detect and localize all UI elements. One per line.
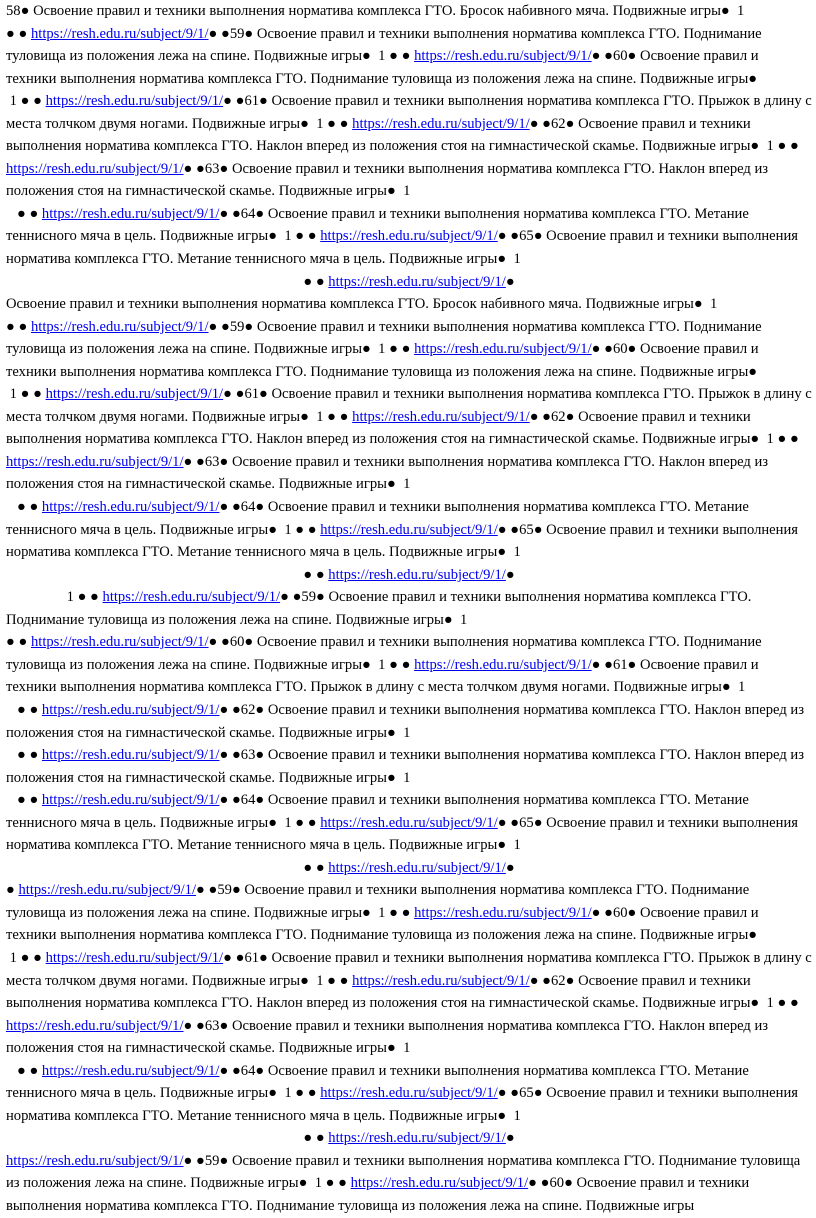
resh-link[interactable]: https://resh.edu.ru/subject/9/1/ [41,1062,220,1079]
resh-link[interactable]: https://resh.edu.ru/subject/9/1/ [6,1017,184,1034]
row-text: Освоение правил и техники выполнения норматива комплекса ГТО. Наклон вперед из положения стоя на гимнастической скамье. Подвижные игры [6,1017,769,1057]
row-text: Освоение правил и техники выполнения норматива комплекса ГТО. Прыжок в длину с места толчком двумя ногами. Подвижные игры [6,656,759,696]
row-text: Освоение правил и техники выполнения норматива комплекса ГТО. Наклон вперед из положения стоя на гимнастической скамье. Подвижные игры [6,453,769,493]
row-text: Освоение правил и техники выполнения норматива комплекса ГТО. Метание теннисного мяча в цель. Подвижные игры [6,1085,798,1124]
row-text: Освоение правил и техники выполнения норматива комплекса ГТО. Метание теннисного мяча в цель. Подвижные игры [6,1062,749,1102]
row-text: Освоение правил и техники выполнения норматива комплекса ГТО. Метание теннисного мяча в цель. Подвижные игры [6,521,798,561]
resh-link[interactable]: https://resh.edu.ru/subject/9/1/ [328,273,506,290]
row-text: Освоение правил и техники выполнения норматива комплекса ГТО. Поднимание туловища из положения лежа на спине. Подвижные игры [6,1175,750,1214]
resh-link[interactable]: https://resh.edu.ru/subject/9/1/ [41,205,220,222]
resh-link[interactable]: https://resh.edu.ru/subject/9/1/ [6,1152,184,1169]
row-text: Освоение правил и техники выполнения норматива комплекса ГТО. Метание теннисного мяча в цель. Подвижные игры [6,499,749,538]
paragraph-2: Освоение правил и техники выполнения норматива комплекса ГТО. Бросок набивного мяча. Подвижные игры● 1 ● ● https://resh.edu.ru/subject/9/1/● ●59● Освоение правил и техники выполнения норматива комплекса ГТО. Поднимание туловища из положения лежа на спине. Подвижные игры● 1 ● ● https://resh.edu.ru/subject/9/1/● ●60● Освоение правил и техники выполнения норматива комплекса ГТО. Поднимание туловища из положения лежа на спине. Подвижные игры● 1 ● ● https://resh.edu.ru/subject/9/1/● ●61● Освоение правил и техники выполнения норматива комплекса ГТО. Прыжок в длину с места толчком двумя ногами. Подвижные игры● 1 ● ● https://resh.edu.ru/subject/9/1/● ●62● Освоение правил и техники выполнения норматива комплекса ГТО. Наклон вперед из положения стоя на гимнастической скамье. Подвижные игры● 1 ● ● https://resh.edu.ru/subject/9/1/● ●63● Освоение правил и техники выполнения норматива комплекса ГТО. Наклон вперед из положения стоя на гимнастической скамье. Подвижные игры● 1 ● ● https://resh.edu.ru/subject/9/1/● ●64● Освоение правил и техники выполнения норматива комплекса ГТО. Метание теннисного мяча в цель. Подвижные игры● 1 ● ● https://resh.edu.ru/subject/9/1/● ●65● Освоение правил и техники выполнения норматива комплекса ГТО. Метание теннисного мяча в цель. Подвижные игры● 1 ● ● https://resh.edu.ru/subject/9/1/● [6,296,812,583]
resh-link[interactable]: https://resh.edu.ru/subject/9/1/ [30,318,209,335]
resh-link[interactable]: https://resh.edu.ru/subject/9/1/ [320,1085,498,1102]
row-text: Освоение правил и техники выполнения норматива комплекса ГТО. Метание теннисного мяча в цель. Подвижные игры [6,792,749,831]
row-text: Освоение правил и техники выполнения норматива комплекса ГТО. Наклон вперед из положения стоя на гимнастической скамье. Подвижные игры [6,408,751,448]
resh-link[interactable]: https://resh.edu.ru/subject/9/1/ [350,1175,529,1192]
resh-link[interactable]: https://resh.edu.ru/subject/9/1/ [41,701,220,718]
row-text: Освоение правил и техники выполнения норматива комплекса ГТО. Метание теннисного мяча в цель. Подвижные игры [6,814,798,854]
resh-link[interactable]: https://resh.edu.ru/subject/9/1/ [18,882,197,899]
row-text: Освоение правил и техники выполнения норматива комплекса ГТО. Наклон вперед из положения стоя на гимнастической скамье. Подвижные игры [6,115,751,155]
row-text: Освоение правил и техники выполнения норматива комплекса ГТО. Поднимание туловища из положения лежа на спине. Подвижные игры [6,25,762,65]
paragraph-1: 58● Освоение правил и техники выполнения норматива комплекса ГТО. Бросок набивного мяча. Подвижные игры● 1 ● ● https://resh.edu.ru/subject/9/1/● ●59● Освоение правил и техники выполнения норматива комплекса ГТО. Поднимание туловища из положения лежа на спине. Подвижные игры● 1 ● ● https://resh.edu.ru/subject/9/1/● ●60● Освоение правил и техники выполнения норматива комплекса ГТО. Поднимание туловища из положения лежа на спине. Подвижные игры● 1 ● ● https://resh.edu.ru/subject/9/1/● ●61● Освоение правил и техники выполнения норматива комплекса ГТО. Прыжок в длину с места толчком двумя ногами. Подвижные игры● 1 ● ● https://resh.edu.ru/subject/9/1/● ●62● Освоение правил и техники выполнения норматива комплекса ГТО. Наклон вперед из положения стоя на гимнастической скамье. Подвижные игры● 1 ● ● https://resh.edu.ru/subject/9/1/● ●63● Освоение правил и техники выполнения норматива комплекса ГТО. Наклон вперед из положения стоя на гимнастической скамье. Подвижные игры● 1 ● ● https://resh.edu.ru/subject/9/1/● ●64● Освоение правил и техники выполнения норматива комплекса ГТО. Метание теннисного мяча в цель. Подвижные игры● 1 ● ● https://resh.edu.ru/subject/9/1/● ●65● Освоение правил и техники выполнения норматива комплекса ГТО. Метание теннисного мяча в цель. Подвижные игры● 1 ● ● https://resh.edu.ru/subject/9/1/● [6,3,812,290]
resh-link[interactable]: https://resh.edu.ru/subject/9/1/ [328,566,506,583]
row-text: Освоение правил и техники выполнения норматива комплекса ГТО. Прыжок в длину с места толчком двумя ногами. Подвижные игры [6,93,812,132]
row-text: Освоение правил и техники выполнения норматива комплекса ГТО. Метание теннисного мяча в цель. Подвижные игры [6,228,798,268]
resh-link[interactable]: https://resh.edu.ru/subject/9/1/ [45,949,224,966]
resh-link[interactable]: https://resh.edu.ru/subject/9/1/ [45,386,224,403]
resh-link[interactable]: https://resh.edu.ru/subject/9/1/ [328,1130,506,1147]
resh-link[interactable]: https://resh.edu.ru/subject/9/1/ [41,792,220,809]
row-text: Освоение правил и техники выполнения норматива комплекса ГТО. Бросок набивного мяча. Подвижные игры [33,3,721,19]
paragraph-3: 1 ● ● https://resh.edu.ru/subject/9/1/● ●59● Освоение правил и техники выполнения норматива комплекса ГТО. Поднимание туловища из положения лежа на спине. Подвижные игры● 1 ● ● https://resh.edu.ru/subject/9/1/● ●60● Освоение правил и техники выполнения норматива комплекса ГТО. Поднимание туловища из положения лежа на спине. Подвижные игры● 1 ● ● https://resh.edu.ru/subject/9/1/● ●61● Освоение правил и техники выполнения норматива комплекса ГТО. Прыжок в длину с места толчком двумя ногами. Подвижные игры● 1 ● ● https://resh.edu.ru/subject/9/1/● ●62● Освоение правил и техники выполнения норматива комплекса ГТО. Наклон вперед из положения стоя на гимнастической скамье. Подвижные игры● 1 ● ● https://resh.edu.ru/subject/9/1/● ●63● Освоение правил и техники выполнения норматива комплекса ГТО. Наклон вперед из положения стоя на гимнастической скамье. Подвижные игры● 1 ● ● https://resh.edu.ru/subject/9/1/● ●64● Освоение правил и техники выполнения норматива комплекса ГТО. Метание теннисного мяча в цель. Подвижные игры● 1 ● ● https://resh.edu.ru/subject/9/1/● ●65● Освоение правил и техники выполнения норматива комплекса ГТО. Метание теннисного мяча в цель. Подвижные игры● 1 ● ● https://resh.edu.ru/subject/9/1/● [6,589,804,876]
resh-link[interactable]: https://resh.edu.ru/subject/9/1/ [6,160,184,177]
row-text: Освоение правил и техники выполнения норматива комплекса ГТО. Поднимание туловища из положения лежа на спине. Подвижные игры [6,904,759,944]
paragraph-4: ● https://resh.edu.ru/subject/9/1/● ●59● Освоение правил и техники выполнения норматива комплекса ГТО. Поднимание туловища из положения лежа на спине. Подвижные игры● 1 ● ● https://resh.edu.ru/subject/9/1/● ●60● Освоение правил и техники выполнения норматива комплекса ГТО. Поднимание туловища из положения лежа на спине. Подвижные игры● 1 ● ● https://resh.edu.ru/subject/9/1/● ●61● Освоение правил и техники выполнения норматива комплекса ГТО. Прыжок в длину с места толчком двумя ногами. Подвижные игры● 1 ● ● https://resh.edu.ru/subject/9/1/● ●62● Освоение правил и техники выполнения норматива комплекса ГТО. Наклон вперед из положения стоя на гимнастической скамье. Подвижные игры● 1 ● ● https://resh.edu.ru/subject/9/1/● ●63● Освоение правил и техники выполнения норматива комплекса ГТО. Наклон вперед из положения стоя на гимнастической скамье. Подвижные игры● 1 ● ● https://resh.edu.ru/subject/9/1/● ●64● Освоение правил и техники выполнения норматива комплекса ГТО. Метание теннисного мяча в цель. Подвижные игры● 1 ● ● https://resh.edu.ru/subject/9/1/● ●65● Освоение правил и техники выполнения норматива комплекса ГТО. Метание теннисного мяча в цель. Подвижные игры● 1 ● ● https://resh.edu.ru/subject/9/1/● [6,882,812,1147]
row-text: Освоение правил и техники выполнения норматива комплекса ГТО. Наклон вперед из положения стоя на гимнастической скамье. Подвижные игры [6,160,769,200]
resh-link[interactable]: https://resh.edu.ru/subject/9/1/ [320,521,498,538]
resh-link[interactable]: https://resh.edu.ru/subject/9/1/ [6,453,184,470]
row-text: Освоение правил и техники выполнения норматива комплекса ГТО. Наклон вперед из положения стоя на гимнастической скамье. Подвижные игры [6,701,804,741]
row-text: Освоение правил и техники выполнения норматива комплекса ГТО. Наклон вперед из положения стоя на гимнастической скамье. Подвижные игры [6,972,751,1012]
resh-link[interactable]: https://resh.edu.ru/subject/9/1/ [414,904,592,921]
row-text: Освоение правил и техники выполнения норматива комплекса ГТО. Поднимание туловища из положения лежа на спине. Подвижные игры [6,634,762,673]
row-text: Освоение правил и техники выполнения норматива комплекса ГТО. Поднимание туловища из положения лежа на спине. Подвижные игры [6,341,759,380]
resh-link[interactable]: https://resh.edu.ru/subject/9/1/ [352,972,530,989]
resh-link[interactable]: https://resh.edu.ru/subject/9/1/ [352,408,530,425]
resh-link[interactable]: https://resh.edu.ru/subject/9/1/ [41,499,220,516]
resh-link[interactable]: https://resh.edu.ru/subject/9/1/ [414,48,592,65]
resh-link[interactable]: https://resh.edu.ru/subject/9/1/ [320,228,498,245]
resh-link[interactable]: https://resh.edu.ru/subject/9/1/ [45,93,224,110]
row-text: Освоение правил и техники выполнения норматива комплекса ГТО. Метание теннисного мяча в цель. Подвижные игры [6,205,749,245]
row-text: Освоение правил и техники выполнения норматива комплекса ГТО. Поднимание туловища из положения лежа на спине. Подвижные игры [6,318,762,358]
row-number: 58 [6,3,21,19]
resh-link[interactable]: https://resh.edu.ru/subject/9/1/ [102,589,281,606]
paragraph-5: https://resh.edu.ru/subject/9/1/● ●59● Освоение правил и техники выполнения норматива комплекса ГТО. Поднимание туловища из положения лежа на спине. Подвижные игры● 1 ● ● https://resh.edu.ru/subject/9/1/● ●60● Освоение правил и техники выполнения норматива комплекса ГТО. Поднимание туловища из положения лежа на спине. Подвижные игры [6,1152,801,1214]
resh-link[interactable]: https://resh.edu.ru/subject/9/1/ [414,656,592,673]
resh-link[interactable]: https://resh.edu.ru/subject/9/1/ [41,747,220,764]
resh-link[interactable]: https://resh.edu.ru/subject/9/1/ [352,115,530,132]
row-text: Освоение правил и техники выполнения норматива комплекса ГТО. Поднимание туловища из положения лежа на спине. Подвижные игры [6,48,759,87]
row-text: Освоение правил и техники выполнения норматива комплекса ГТО. Наклон вперед из положения стоя на гимнастической скамье. Подвижные игры [6,747,804,786]
resh-link[interactable]: https://resh.edu.ru/subject/9/1/ [30,634,209,651]
row-text: Освоение правил и техники выполнения норматива комплекса ГТО. Бросок набивного мяча. Подвижные игры [6,296,694,313]
resh-link[interactable]: https://resh.edu.ru/subject/9/1/ [30,25,209,42]
row-text: Освоение правил и техники выполнения норматива комплекса ГТО. Поднимание туловища из положения лежа на спине. Подвижные игры [6,882,750,921]
row-text: Освоение правил и техники выполнения норматива комплекса ГТО. Поднимание туловища из положения лежа на спине. Подвижные игры [6,1152,801,1192]
row-text: Освоение правил и техники выполнения норматива комплекса ГТО. Прыжок в длину с места толчком двумя ногами. Подвижные игры [6,949,812,989]
row-text: Освоение правил и техники выполнения норматива комплекса ГТО. Прыжок в длину с места толчком двумя ногами. Подвижные игры [6,386,812,425]
resh-link[interactable]: https://resh.edu.ru/subject/9/1/ [328,859,506,876]
resh-link[interactable]: https://resh.edu.ru/subject/9/1/ [320,814,498,831]
resh-link[interactable]: https://resh.edu.ru/subject/9/1/ [414,341,592,358]
